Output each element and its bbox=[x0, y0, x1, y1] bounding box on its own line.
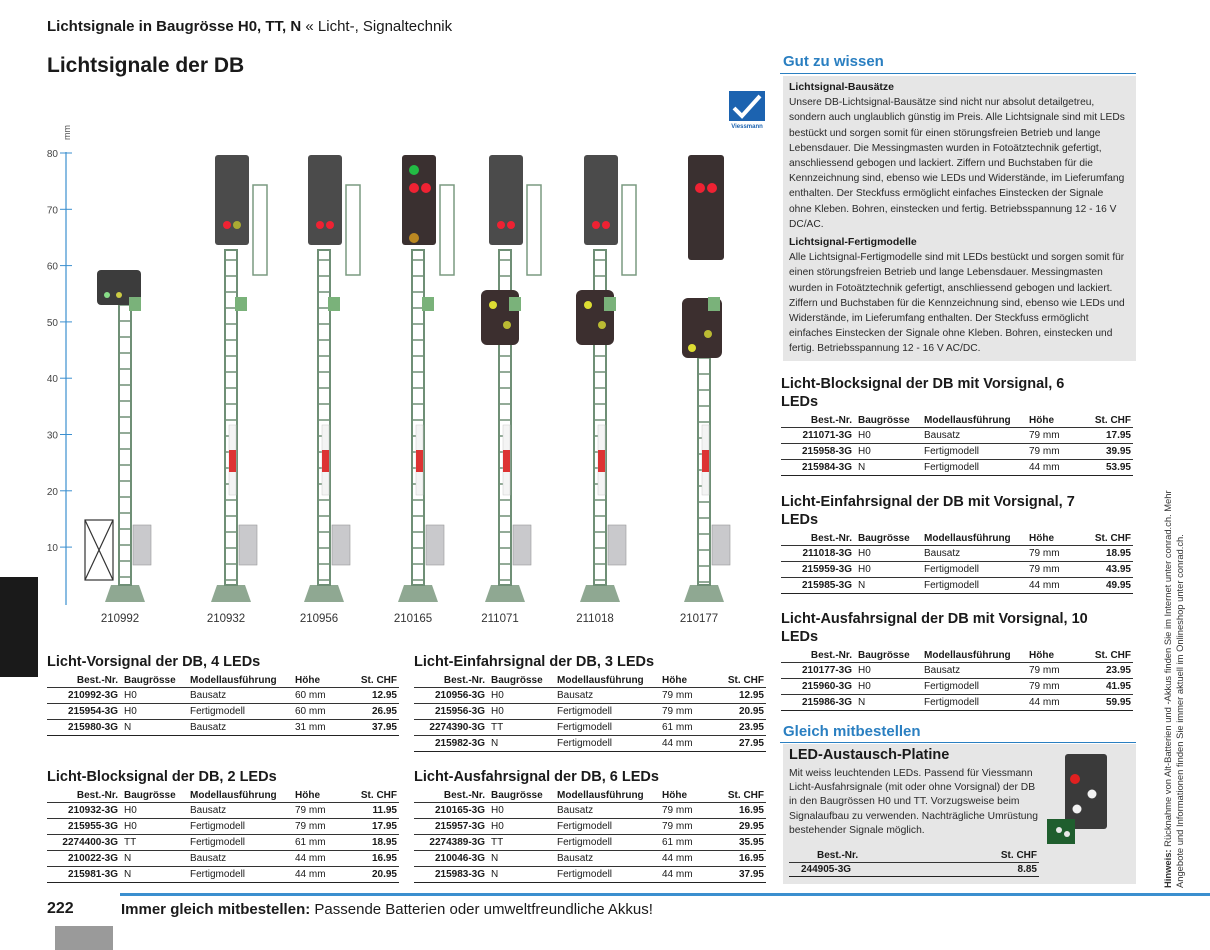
price: 49.95 bbox=[1085, 578, 1133, 594]
article-number: 2274389-3G bbox=[414, 835, 489, 851]
price: 39.95 bbox=[1085, 444, 1133, 460]
height: 79 mm bbox=[660, 704, 718, 720]
table-title: Licht-Blocksignal der DB mit Vorsignal, 6 LEDs bbox=[781, 376, 1065, 410]
model-type: Fertigmodell bbox=[555, 736, 660, 752]
size: H0 bbox=[122, 803, 188, 819]
height: 61 mm bbox=[293, 835, 351, 851]
col-header: Modellausführung bbox=[922, 414, 1027, 428]
col-header: Baugrösse bbox=[856, 414, 922, 428]
table-title: Licht-Einfahrsignal der DB, 3 LEDs bbox=[414, 654, 655, 670]
size: TT bbox=[489, 720, 555, 736]
model-type: Fertigmodell bbox=[555, 819, 660, 835]
info-heading: Lichtsignal-Bausätze bbox=[789, 81, 895, 93]
article-number: 215982-3G bbox=[414, 736, 489, 752]
product-table bbox=[47, 789, 399, 883]
table-row bbox=[47, 803, 399, 819]
col-header: Best.-Nr. bbox=[414, 674, 489, 688]
table-row bbox=[414, 867, 766, 883]
height: 44 mm bbox=[1027, 695, 1085, 711]
price: 16.95 bbox=[351, 851, 399, 867]
article-number: 215959-3G bbox=[781, 562, 856, 578]
caption-211018: 211018 bbox=[576, 613, 614, 625]
price: 23.95 bbox=[1085, 663, 1133, 679]
col-header: Baugrösse bbox=[856, 532, 922, 546]
col-header: Best.-Nr. bbox=[789, 849, 949, 863]
col-header: St. CHF bbox=[351, 674, 399, 688]
article-number: 215958-3G bbox=[781, 444, 856, 460]
size: N bbox=[489, 736, 555, 752]
breadcrumb-header bbox=[47, 18, 452, 35]
model-type: Bausatz bbox=[188, 720, 293, 736]
signal-210992 bbox=[85, 270, 151, 602]
price: 35.95 bbox=[718, 835, 766, 851]
product-photo bbox=[40, 80, 775, 640]
scale-label: 80 bbox=[46, 149, 58, 160]
size: N bbox=[856, 578, 922, 594]
article-number: 2274390-3G bbox=[414, 720, 489, 736]
size: H0 bbox=[489, 819, 555, 835]
size: H0 bbox=[856, 428, 922, 444]
col-header: Höhe bbox=[660, 789, 718, 803]
col-header: St. CHF bbox=[1085, 532, 1133, 546]
table-title: Licht-Einfahrsignal der DB mit Vorsignal, 7 LEDs bbox=[781, 494, 1075, 528]
height: 61 mm bbox=[660, 720, 718, 736]
size: H0 bbox=[856, 663, 922, 679]
model-type: Fertigmodell bbox=[188, 704, 293, 720]
footer-bold: Immer gleich mitbestellen: bbox=[121, 901, 311, 918]
table-row bbox=[47, 688, 399, 704]
height: 61 mm bbox=[660, 835, 718, 851]
model-type: Fertigmodell bbox=[922, 444, 1027, 460]
model-type: Bausatz bbox=[922, 546, 1027, 562]
col-header: St. CHF bbox=[718, 674, 766, 688]
size: H0 bbox=[856, 444, 922, 460]
table-title: Licht-Blocksignal der DB, 2 LEDs bbox=[47, 769, 277, 785]
signal-211071 bbox=[481, 155, 541, 602]
col-header: Modellausführung bbox=[555, 674, 660, 688]
info-heading: Lichtsignal-Fertigmodelle bbox=[789, 236, 917, 249]
scale-label: 60 bbox=[46, 261, 58, 273]
viessmann-logo bbox=[729, 91, 765, 130]
signals-group bbox=[85, 155, 730, 602]
height: 79 mm bbox=[660, 819, 718, 835]
price: 37.95 bbox=[718, 867, 766, 883]
table-row bbox=[414, 736, 766, 752]
signal-211018 bbox=[576, 155, 636, 602]
table-row bbox=[47, 867, 399, 883]
model-type: Bausatz bbox=[922, 663, 1027, 679]
col-header: Höhe bbox=[1027, 414, 1085, 428]
col-header: Baugrösse bbox=[489, 674, 555, 688]
size: N bbox=[856, 695, 922, 711]
price: 18.95 bbox=[1085, 546, 1133, 562]
col-header: Baugrösse bbox=[489, 789, 555, 803]
info-paragraph: Alle Lichtsignal-Fertigmodelle sind mit LEDs bestückt und sorgen somit für einen störungsfreien Betrieb und lange Lebensdauer. Messingmasten wurden in Fotoätztechnik gefertigt, anschliessend gebogen und lackiert. Ziffern und Buchstaben für die Kennzeichnung sind, ebenso wie LEDs und Widerstände, im Lieferumfang enthalten. Der Steckfuss ermöglicht einfaches Einstecken der Signale ohne Kleben. Bohren, einstecken und fertig. Betriebsspannung 12 - 16 V AC/DC. bbox=[789, 252, 1125, 355]
caption-210992: 210992 bbox=[100, 613, 140, 625]
signal-210177 bbox=[682, 155, 730, 602]
size: H0 bbox=[856, 562, 922, 578]
table-row bbox=[414, 851, 766, 867]
led-platine-image bbox=[1045, 754, 1130, 854]
gut-zu-wissen-box bbox=[783, 76, 1136, 361]
col-header: Best.-Nr. bbox=[781, 532, 856, 546]
model-type: Bausatz bbox=[555, 803, 660, 819]
article-number: 215985-3G bbox=[781, 578, 856, 594]
table-row bbox=[414, 835, 766, 851]
table-row bbox=[789, 863, 1039, 877]
model-type: Bausatz bbox=[555, 688, 660, 704]
price: 18.95 bbox=[351, 835, 399, 851]
caption-210956: 210956 bbox=[299, 613, 339, 625]
scale-ticks bbox=[47, 149, 72, 554]
table-row bbox=[47, 851, 399, 867]
article-number: 210932-3G bbox=[47, 803, 122, 819]
product-table bbox=[781, 532, 1133, 594]
table-row bbox=[414, 704, 766, 720]
footer-text bbox=[121, 901, 653, 918]
col-header: Modellausführung bbox=[188, 674, 293, 688]
article-number: 2274400-3G bbox=[47, 835, 122, 851]
model-type: Bausatz bbox=[922, 428, 1027, 444]
chapter-tab bbox=[0, 577, 38, 677]
height: 79 mm bbox=[293, 819, 351, 835]
article-number: 211071-3G bbox=[781, 428, 856, 444]
model-type: Bausatz bbox=[188, 688, 293, 704]
product-description: Mit weiss leuchtenden LEDs. Passend für Viessmann Licht-Ausfahrsignale (mit oder ohne Vorsignal) der DB in den Baugrössen H0 und TT. Vorzugsweise beim Signalaufbau zu verwenden. Nachträgliche Umrüstung bestehender Signale möglich. bbox=[789, 768, 1038, 836]
page-number: 222 bbox=[47, 900, 74, 917]
size: H0 bbox=[122, 819, 188, 835]
model-type: Fertigmodell bbox=[555, 867, 660, 883]
caption-210177: 210177 bbox=[679, 613, 719, 625]
height: 79 mm bbox=[1027, 428, 1085, 444]
size: TT bbox=[122, 835, 188, 851]
table-row bbox=[414, 720, 766, 736]
article-number: 215980-3G bbox=[47, 720, 122, 736]
col-header: St. CHF bbox=[949, 849, 1039, 863]
price: 53.95 bbox=[1085, 460, 1133, 476]
height: 44 mm bbox=[293, 851, 351, 867]
height: 44 mm bbox=[660, 736, 718, 752]
height: 44 mm bbox=[660, 851, 718, 867]
size: N bbox=[489, 851, 555, 867]
size: N bbox=[122, 851, 188, 867]
table-row bbox=[781, 679, 1133, 695]
height: 79 mm bbox=[1027, 663, 1085, 679]
height: 79 mm bbox=[1027, 444, 1085, 460]
led-platine-table bbox=[789, 849, 1039, 877]
table-row bbox=[781, 460, 1133, 476]
article-number: 215983-3G bbox=[414, 867, 489, 883]
article-number: 215986-3G bbox=[781, 695, 856, 711]
price: 26.95 bbox=[351, 704, 399, 720]
footer-rest: Passende Batterien oder umweltfreundliche Akkus! bbox=[314, 901, 653, 918]
col-header: St. CHF bbox=[351, 789, 399, 803]
article-number: 211018-3G bbox=[781, 546, 856, 562]
col-header: Baugrösse bbox=[122, 789, 188, 803]
article-number: 215984-3G bbox=[781, 460, 856, 476]
col-header: Modellausführung bbox=[922, 649, 1027, 663]
size: H0 bbox=[489, 704, 555, 720]
scale-label: 50 bbox=[46, 317, 58, 329]
price: 16.95 bbox=[718, 803, 766, 819]
size: N bbox=[489, 867, 555, 883]
col-header: Baugrösse bbox=[856, 649, 922, 663]
price: 41.95 bbox=[1085, 679, 1133, 695]
table-title: Licht-Ausfahrsignal der DB mit Vorsignal, 10 LEDs bbox=[781, 611, 1088, 645]
col-header: Modellausführung bbox=[188, 789, 293, 803]
table-einfahrsignal bbox=[414, 653, 766, 752]
price: 20.95 bbox=[351, 867, 399, 883]
table-title: Licht-Vorsignal der DB, 4 LEDs bbox=[47, 654, 261, 670]
col-header: Modellausführung bbox=[922, 532, 1027, 546]
table-row bbox=[414, 688, 766, 704]
height: 79 mm bbox=[1027, 546, 1085, 562]
size: N bbox=[856, 460, 922, 476]
table-row bbox=[47, 704, 399, 720]
price: 12.95 bbox=[351, 688, 399, 704]
height: 79 mm bbox=[660, 803, 718, 819]
article-number: 215955-3G bbox=[47, 819, 122, 835]
height: 79 mm bbox=[1027, 562, 1085, 578]
price: 11.95 bbox=[351, 803, 399, 819]
product-title: LED-Austausch-Platine bbox=[789, 747, 950, 763]
table-ausfahrsignal bbox=[414, 768, 766, 883]
col-header: St. CHF bbox=[1085, 649, 1133, 663]
size: TT bbox=[489, 835, 555, 851]
divider bbox=[780, 742, 1136, 743]
col-header: Best.-Nr. bbox=[781, 414, 856, 428]
price: 8.85 bbox=[949, 863, 1039, 877]
col-header: Baugrösse bbox=[122, 674, 188, 688]
caption-210932: 210932 bbox=[206, 613, 246, 625]
footer-divider bbox=[120, 893, 1210, 896]
logo-text: Viessmann bbox=[731, 124, 763, 130]
model-type: Fertigmodell bbox=[188, 835, 293, 851]
gut-zu-wissen-title: Gut zu wissen bbox=[783, 53, 884, 70]
led-platine-box bbox=[783, 744, 1136, 884]
size: H0 bbox=[122, 688, 188, 704]
col-header: Höhe bbox=[1027, 649, 1085, 663]
model-type: Fertigmodell bbox=[922, 562, 1027, 578]
model-type: Fertigmodell bbox=[555, 720, 660, 736]
size: H0 bbox=[856, 546, 922, 562]
scale-label: 20 bbox=[46, 486, 58, 498]
page-title: Lichtsignale der DB bbox=[47, 54, 245, 77]
model-type: Bausatz bbox=[188, 851, 293, 867]
article-number: 210177-3G bbox=[781, 663, 856, 679]
model-type: Bausatz bbox=[555, 851, 660, 867]
article-number: 210165-3G bbox=[414, 803, 489, 819]
model-type: Fertigmodell bbox=[555, 835, 660, 851]
col-header: Best.-Nr. bbox=[47, 789, 122, 803]
divider bbox=[780, 73, 1136, 74]
height: 79 mm bbox=[660, 688, 718, 704]
article-number: 210956-3G bbox=[414, 688, 489, 704]
height: 44 mm bbox=[1027, 460, 1085, 476]
scale-unit: mm bbox=[62, 125, 72, 140]
product-table bbox=[781, 414, 1133, 476]
size: H0 bbox=[856, 679, 922, 695]
table-row bbox=[781, 428, 1133, 444]
price: 43.95 bbox=[1085, 562, 1133, 578]
size: H0 bbox=[489, 803, 555, 819]
note-label: Hinweis: bbox=[1162, 849, 1173, 888]
gleich-mitbestellen-title: Gleich mitbestellen bbox=[783, 723, 921, 740]
table-row bbox=[781, 578, 1133, 594]
model-type: Fertigmodell bbox=[922, 695, 1027, 711]
product-table bbox=[781, 649, 1133, 711]
scale-label: 30 bbox=[46, 430, 58, 442]
price: 37.95 bbox=[351, 720, 399, 736]
price: 23.95 bbox=[718, 720, 766, 736]
col-header: St. CHF bbox=[1085, 414, 1133, 428]
article-number: 210992-3G bbox=[47, 688, 122, 704]
col-header: St. CHF bbox=[718, 789, 766, 803]
height: 60 mm bbox=[293, 688, 351, 704]
price: 27.95 bbox=[718, 736, 766, 752]
model-type: Fertigmodell bbox=[922, 460, 1027, 476]
table-row bbox=[781, 562, 1133, 578]
model-type: Fertigmodell bbox=[188, 867, 293, 883]
model-type: Fertigmodell bbox=[922, 679, 1027, 695]
footer-tab bbox=[55, 926, 113, 950]
table-row bbox=[781, 663, 1133, 679]
table-row bbox=[781, 695, 1133, 711]
table-row bbox=[414, 819, 766, 835]
signal-210165 bbox=[398, 155, 454, 602]
col-header: Höhe bbox=[293, 789, 351, 803]
model-type: Fertigmodell bbox=[188, 819, 293, 835]
captions-group bbox=[101, 613, 718, 625]
article-number: 210022-3G bbox=[47, 851, 122, 867]
table-vorsignal bbox=[47, 653, 399, 736]
table-row bbox=[47, 819, 399, 835]
height: 79 mm bbox=[293, 803, 351, 819]
height: 79 mm bbox=[1027, 679, 1085, 695]
table-blocksignal bbox=[47, 768, 399, 883]
table-row bbox=[47, 720, 399, 736]
height: 44 mm bbox=[1027, 578, 1085, 594]
scale-label: 40 bbox=[46, 374, 58, 386]
article-number: 215960-3G bbox=[781, 679, 856, 695]
size: N bbox=[122, 867, 188, 883]
col-header: Modellausführung bbox=[555, 789, 660, 803]
price: 17.95 bbox=[1085, 428, 1133, 444]
col-header: Höhe bbox=[660, 674, 718, 688]
height: 44 mm bbox=[293, 867, 351, 883]
scale-label: 10 bbox=[46, 543, 58, 555]
caption-211071: 211071 bbox=[481, 613, 519, 625]
price: 12.95 bbox=[718, 688, 766, 704]
model-type: Bausatz bbox=[188, 803, 293, 819]
table-row bbox=[781, 546, 1133, 562]
size: H0 bbox=[122, 704, 188, 720]
table-title: Licht-Ausfahrsignal der DB, 6 LEDs bbox=[414, 769, 659, 785]
article-number: 215981-3G bbox=[47, 867, 122, 883]
model-type: Fertigmodell bbox=[922, 578, 1027, 594]
signal-210956 bbox=[304, 155, 360, 602]
table-ausfahrsignal-vorsignal bbox=[781, 610, 1133, 711]
price: 29.95 bbox=[718, 819, 766, 835]
table-row bbox=[414, 803, 766, 819]
table-row bbox=[781, 444, 1133, 460]
col-header: Best.-Nr. bbox=[414, 789, 489, 803]
height-scale bbox=[47, 125, 72, 605]
product-table bbox=[47, 674, 399, 736]
price: 20.95 bbox=[718, 704, 766, 720]
table-einfahrsignal-vorsignal bbox=[781, 493, 1133, 594]
model-type: Fertigmodell bbox=[555, 704, 660, 720]
price: 17.95 bbox=[351, 819, 399, 835]
price: 59.95 bbox=[1085, 695, 1133, 711]
col-header: Höhe bbox=[293, 674, 351, 688]
col-header: Höhe bbox=[1027, 532, 1085, 546]
scale-label: 70 bbox=[46, 205, 58, 217]
size: N bbox=[122, 720, 188, 736]
signal-210932 bbox=[211, 155, 267, 602]
height: 60 mm bbox=[293, 704, 351, 720]
product-table bbox=[414, 674, 766, 752]
note-text: Rücknahme von Alt-Batterien und -Akkus finden Sie im Internet unter conrad.ch. Mehr Angebote und Informationen finden Sie immer aktuell im Onlineshop unter conrad.ch. bbox=[1162, 490, 1185, 888]
col-header: Best.-Nr. bbox=[781, 649, 856, 663]
table-row bbox=[47, 835, 399, 851]
info-paragraph: Unsere DB-Lichtsignal-Bausätze sind nicht nur absolut detailgetreu, sondern auch unglaublich günstig im Preis. Alle Lichtsignale sind mit LEDs bestückt und sorgen somit für einen störungsfreien Betrieb und lange Lebensdauer. Die Messingmasten wurden in Fotoätztechnik gefertigt, anschliessend gebogen und lackiert. Ziffern und Buchstaben für die Kennzeichnung sind, ebenso wie LEDs und Widerstände, im Lieferumfang enthalten. Der Steckfuss ermöglicht einfaches Einstecken der Signale ohne Kleben. Bohren, einstecken und fertig. Betriebsspannung 12 - 16 V DC/AC. bbox=[789, 97, 1125, 230]
article-number: 215954-3G bbox=[47, 704, 122, 720]
article-number: 210046-3G bbox=[414, 851, 489, 867]
header-section: « Licht-, Signaltechnik bbox=[305, 18, 453, 35]
size: H0 bbox=[489, 688, 555, 704]
header-category: Lichtsignale in Baugrösse H0, TT, N bbox=[47, 18, 302, 35]
table-blocksignal-vorsignal bbox=[781, 375, 1133, 476]
article-number: 215956-3G bbox=[414, 704, 489, 720]
col-header: Best.-Nr. bbox=[47, 674, 122, 688]
caption-210165: 210165 bbox=[393, 613, 433, 625]
height: 31 mm bbox=[293, 720, 351, 736]
article-number: 244905-3G bbox=[789, 863, 949, 877]
article-number: 215957-3G bbox=[414, 819, 489, 835]
price: 16.95 bbox=[718, 851, 766, 867]
height: 44 mm bbox=[660, 867, 718, 883]
product-table bbox=[414, 789, 766, 883]
